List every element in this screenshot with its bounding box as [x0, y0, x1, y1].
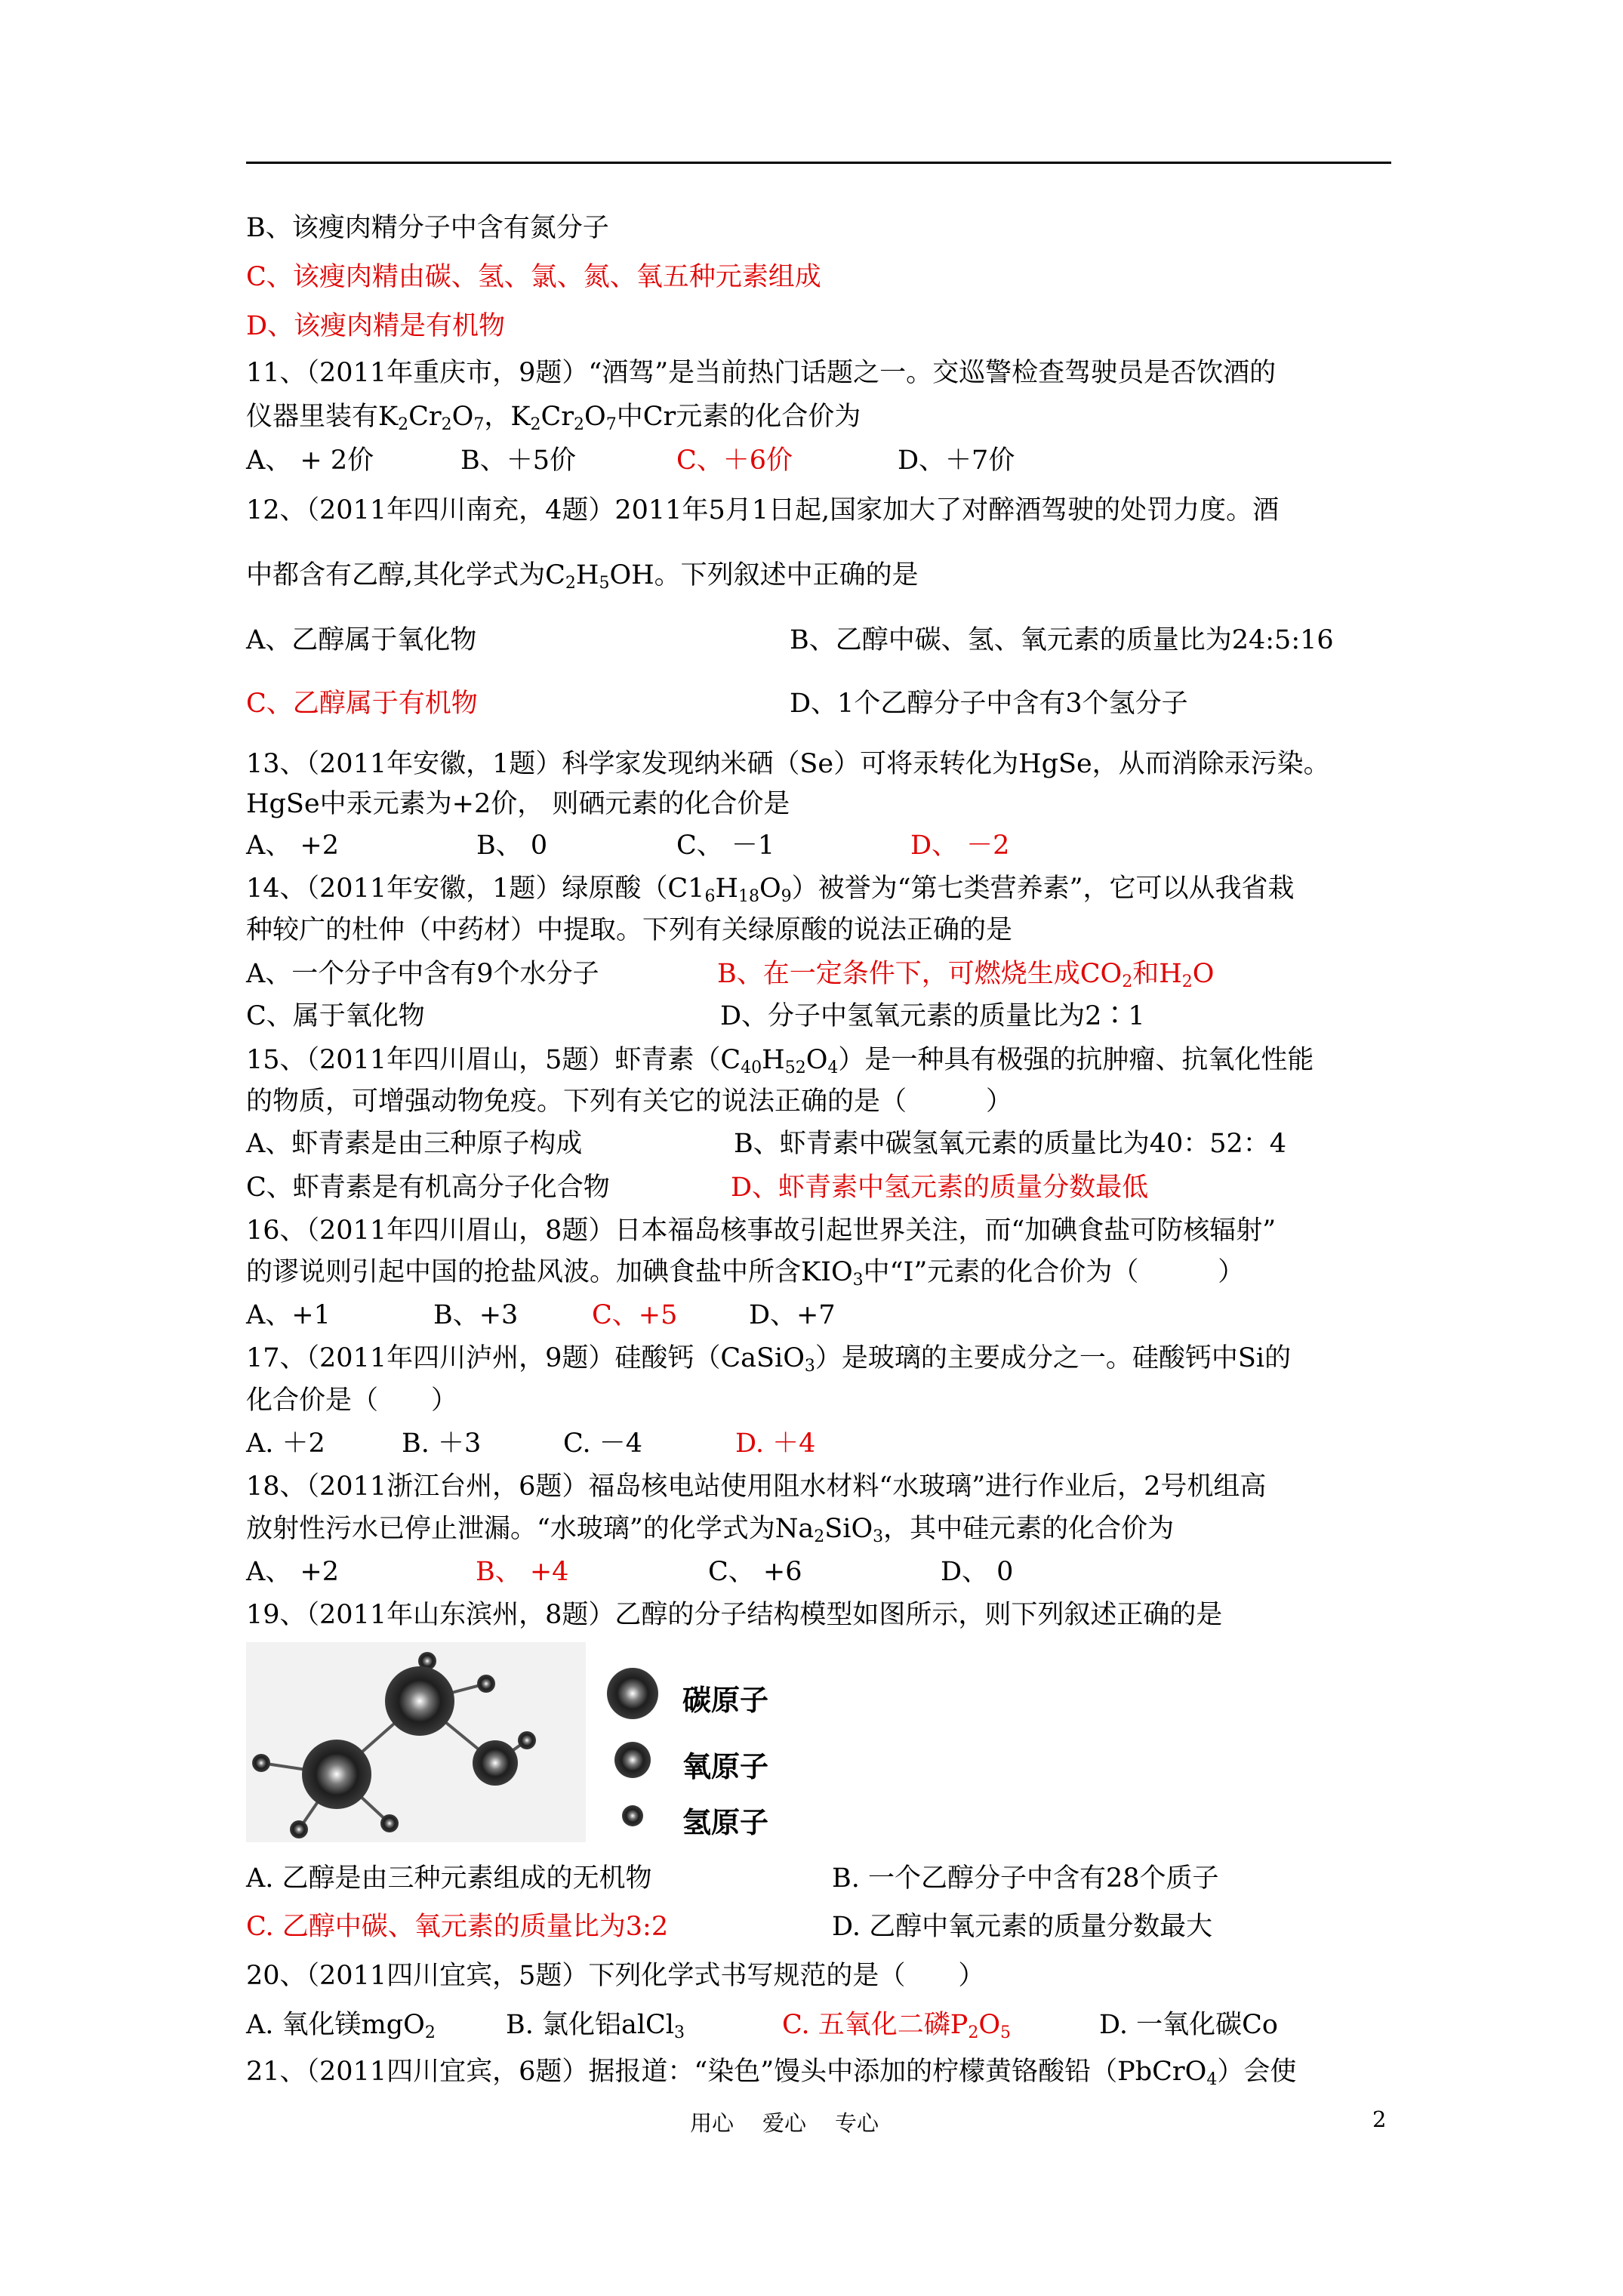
- ethanol-molecule-figure: [246, 1642, 827, 1842]
- option-a: A. 氧化镁mgO$_2$: [246, 2010, 436, 2042]
- question-19-options-row1: [246, 1862, 1394, 1895]
- option-d-answer: D、虾青素中氢元素的质量分数最低: [731, 1173, 1149, 1203]
- hydrogen-atom: [518, 1731, 536, 1749]
- question-13: 13、（2011年安徽，1题）科学家发现纳米硒（Se）可将汞转化为HgSe，从而消除汞污染。: [246, 749, 1330, 779]
- question-17-options: [246, 1427, 1394, 1460]
- option-b: B. 氯化铝alCl$_3$: [506, 2010, 685, 2042]
- question-12: 12、（2011年四川南充，4题）2011年5月1日起,国家加大了对醉酒驾驶的处罚力度。酒: [246, 495, 1280, 525]
- question-12-options-row1: [246, 624, 1394, 657]
- question-21: 21、（2011四川宜宾，6题）据报道：“染色”馒头中添加的柠檬黄铬酸铅（PbCrO$_4$）会使: [246, 2057, 1297, 2089]
- option-a: A、一个分子中含有9个水分子: [246, 959, 599, 989]
- question-20: 20、（2011四川宜宾，5题）下列化学式书写规范的是（ ）: [246, 1961, 985, 1991]
- footer-word: 用心: [690, 2110, 735, 2136]
- legend-oxygen-label: 氧原子: [682, 1750, 769, 1783]
- option-a: A. ＋2: [246, 1428, 325, 1459]
- option-b: B. ＋3: [402, 1428, 482, 1459]
- legend-carbon-icon: [607, 1668, 658, 1719]
- option-d: D、＋7价: [898, 445, 1015, 476]
- question-18: 18、（2011浙江台州，6题）福岛核电站使用阻水材料“水玻璃”进行作业后，2号机组高: [246, 1472, 1267, 1502]
- option-b: B. 一个乙醇分子中含有28个质子: [832, 1863, 1219, 1894]
- question-14-options-row1: [246, 957, 1394, 991]
- page-footer: [690, 2106, 907, 2137]
- option-a: A. 乙醇是由三种元素组成的无机物: [246, 1863, 652, 1894]
- hydrogen-atom: [290, 1820, 308, 1838]
- option-b: B、 0: [476, 831, 548, 861]
- question-11: 11、（2011年重庆市，9题）“酒驾”是当前热门话题之一。交巡警检查驾驶员是否饮酒的: [246, 358, 1277, 388]
- legend-oxygen-icon: [614, 1742, 651, 1778]
- option-c: C、虾青素是有机高分子化合物: [246, 1173, 610, 1203]
- question-14-line2: 种较广的杜仲（中药材）中提取。下列有关绿原酸的说法正确的是: [246, 915, 1013, 945]
- option-d: D、分子中氢氧元素的质量比为2∶1: [720, 1001, 1145, 1031]
- option-a: A、乙醇属于氧化物: [246, 625, 477, 655]
- option-a: A、 +2: [246, 1557, 339, 1587]
- option-a: A、 + 2价: [246, 445, 374, 476]
- option-b: B、＋5价: [460, 445, 576, 476]
- question-15-line2: 的物质，可增强动物免疫。下列有关它的说法正确的是（ ）: [246, 1086, 1013, 1117]
- option-a: A、 +2: [246, 831, 339, 861]
- option-a: A、虾青素是由三种原子构成: [246, 1129, 583, 1159]
- footer-word: 专心: [835, 2110, 879, 2136]
- option-c-answer: C、＋6价: [676, 445, 793, 476]
- hydrogen-atom: [380, 1814, 399, 1832]
- question-15-options-row2: [246, 1171, 1394, 1204]
- option-a: A、+1: [246, 1300, 331, 1330]
- footer-word: 爱心: [762, 2110, 807, 2136]
- question-19-options-row2: [246, 1910, 1394, 1943]
- option-c-answer: C. 乙醇中碳、氧元素的质量比为3:2: [246, 1912, 669, 1942]
- question-13-options: [246, 829, 1394, 862]
- carbon-atom: [385, 1666, 454, 1736]
- question-16-line2: 的谬说则引起中国的抢盐风波。加碘食盐中所含$KIO_3$中“I”元素的化合价为（ ）: [246, 1257, 1245, 1290]
- option-d: D、+7: [749, 1300, 836, 1330]
- question-16-options: [246, 1299, 1394, 1332]
- answer-line: D、该瘦肉精是有机物: [246, 311, 506, 341]
- question-16: 16、（2011年四川眉山，8题）日本福岛核事故引起世界关注，而“加碘食盐可防核辐射”: [246, 1216, 1277, 1246]
- header-rule: [246, 162, 1391, 164]
- question-13-line2: HgSe中汞元素为+2价， 则硒元素的化合价是: [246, 789, 790, 819]
- question-14: 14、（2011年安徽，1题）绿原酸$(C1_6H_{18}O_9)$被誉为“第七类营养素”，它可以从我省栽: [246, 874, 1295, 906]
- question-14-options-row2: [246, 1000, 1394, 1033]
- legend-hydrogen-label: 氢原子: [682, 1806, 769, 1839]
- option-line: B、该瘦肉精分子中含有氮分子: [246, 213, 609, 243]
- question-17: 17、（2011年四川泸州，9题）硅酸钙（CaSiO$_3$）是玻璃的主要成分之一。硅酸钙中Si的: [246, 1343, 1292, 1376]
- option-d: D、 0: [941, 1557, 1014, 1587]
- carbon-atom: [302, 1740, 371, 1809]
- question-12-options-row2: [246, 687, 1394, 720]
- option-c: C、 +6: [708, 1557, 802, 1587]
- option-d: D、1个乙醇分子中含有3个氢分子: [790, 689, 1188, 719]
- option-b: B、乙醇中碳、氢、氧元素的质量比为24:5:16: [790, 625, 1334, 655]
- question-19: 19、（2011年山东滨州，8题）乙醇的分子结构模型如图所示，则下列叙述正确的是: [246, 1600, 1223, 1630]
- question-11-options: [246, 444, 1394, 477]
- option-d: D. 乙醇中氧元素的质量分数最大: [832, 1912, 1213, 1942]
- question-18-line2: 放射性污水已停止泄漏。“水玻璃”的化学式为$Na_2SiO_3$，其中硅元素的化合价为: [246, 1514, 1175, 1546]
- option-c: C、 －1: [676, 831, 775, 861]
- option-c-answer: C、+5: [592, 1300, 678, 1330]
- question-18-options: [246, 1555, 1394, 1589]
- option-b: B、+3: [433, 1300, 519, 1330]
- option-c: C. －4: [563, 1428, 643, 1459]
- option-d-answer: D. ＋4: [735, 1428, 816, 1459]
- option-c: C、属于氧化物: [246, 1001, 425, 1031]
- option-c-answer: C. 五氧化二磷$P_2O_5$: [782, 2010, 1012, 2042]
- hydrogen-atom: [477, 1675, 495, 1693]
- question-15-options-row1: [246, 1127, 1394, 1160]
- question-20-options: [246, 2008, 1394, 2042]
- option-b: B、虾青素中碳氢氧元素的质量比为40：52：4: [734, 1129, 1287, 1159]
- option-b-answer: B、在一定条件下，可燃烧生成$CO_2$和$H_2O$: [717, 959, 1215, 991]
- question-17-line2: 化合价是（ ）: [246, 1385, 458, 1416]
- option-b-answer: B、 +4: [476, 1557, 569, 1587]
- oxygen-atom: [473, 1740, 518, 1786]
- question-15: 15、（2011年四川眉山，5题）虾青素$(C_{40}H_{52}O_4)$是一种具有极强的抗肿瘤、抗氧化性能: [246, 1045, 1314, 1077]
- option-c-answer: C、乙醇属于有机物: [246, 689, 478, 719]
- option-d-answer: D、 －2: [910, 831, 1010, 861]
- answer-line: C、该瘦肉精由碳、氢、氯、氮、氧五种元素组成: [246, 262, 821, 292]
- question-11-line2: 仪器里装有$K_2Cr_2O_7$，$K_2Cr_2O_7$中Cr元素的化合价为: [246, 402, 861, 434]
- legend-hydrogen-icon: [622, 1805, 643, 1826]
- option-d: D. 一氧化碳Co: [1099, 2010, 1278, 2040]
- legend-carbon-label: 碳原子: [682, 1684, 769, 1717]
- page-number: 2: [1372, 2106, 1387, 2132]
- hydrogen-atom: [252, 1754, 270, 1772]
- question-12-line2: 中都含有乙醇,其化学式为$C_2H_5OH$。下列叙述中正确的是: [246, 560, 919, 593]
